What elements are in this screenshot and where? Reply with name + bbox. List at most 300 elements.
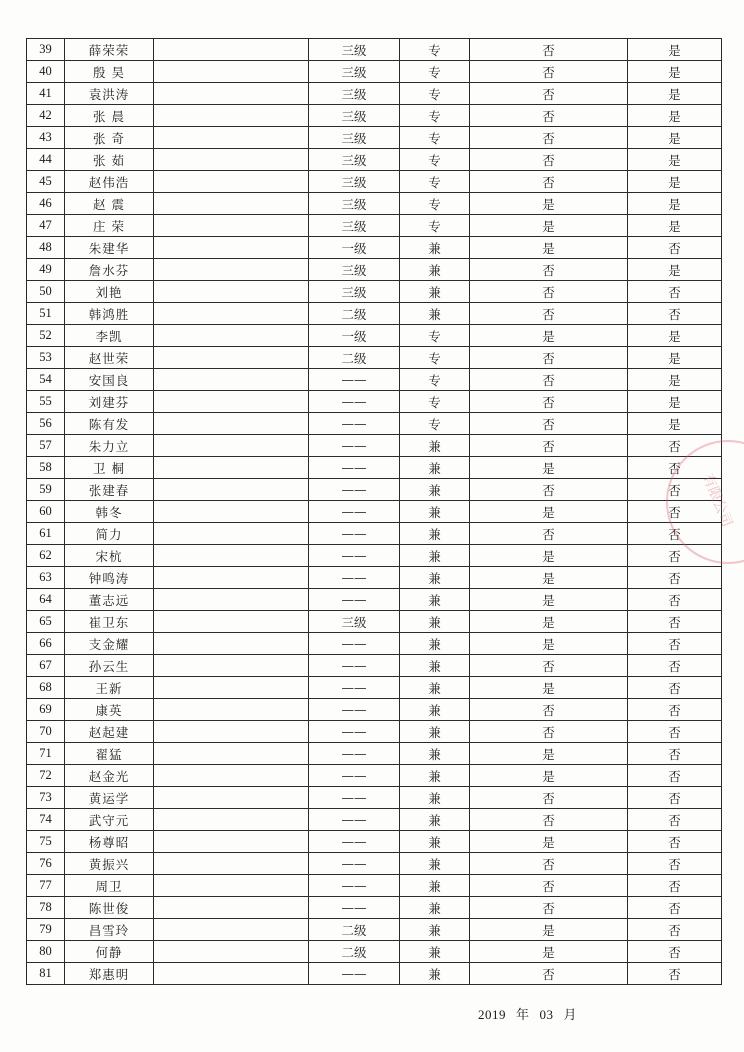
level-cell: 三级 — [309, 83, 400, 105]
name-cell: 翟猛 — [65, 743, 154, 765]
flag-cell-a: 否 — [470, 149, 628, 171]
row-number-cell: 40 — [27, 61, 65, 83]
flag-cell-b: 否 — [628, 303, 722, 325]
row-number-cell: 61 — [27, 523, 65, 545]
level-cell: —— — [309, 787, 400, 809]
type-cell: 专 — [400, 171, 470, 193]
row-number-cell: 68 — [27, 677, 65, 699]
table-row — [27, 369, 722, 391]
row-number-cell: 79 — [27, 919, 65, 941]
name-cell: 张 茹 — [65, 149, 154, 171]
table-row — [27, 391, 722, 413]
level-cell: —— — [309, 743, 400, 765]
type-cell: 兼 — [400, 721, 470, 743]
type-cell: 兼 — [400, 281, 470, 303]
row-number-cell: 76 — [27, 853, 65, 875]
name-cell: 刘艳 — [65, 281, 154, 303]
roster-table-container — [26, 38, 722, 985]
name-cell: 詹水芬 — [65, 259, 154, 281]
blank-cell — [154, 303, 309, 325]
name-cell: 张 晨 — [65, 105, 154, 127]
table-row — [27, 567, 722, 589]
flag-cell-a: 是 — [470, 567, 628, 589]
name-cell: 崔卫东 — [65, 611, 154, 633]
seal-text: 有限公司 — [699, 471, 735, 530]
row-number-cell: 57 — [27, 435, 65, 457]
name-cell: 支金耀 — [65, 633, 154, 655]
name-cell: 简力 — [65, 523, 154, 545]
footer-year-unit: 年 — [516, 1007, 530, 1022]
flag-cell-a: 否 — [470, 61, 628, 83]
table-row — [27, 919, 722, 941]
table-row — [27, 611, 722, 633]
row-number-cell: 44 — [27, 149, 65, 171]
type-cell: 兼 — [400, 765, 470, 787]
level-cell: —— — [309, 721, 400, 743]
table-row — [27, 105, 722, 127]
flag-cell-a: 否 — [470, 347, 628, 369]
row-number-cell: 45 — [27, 171, 65, 193]
level-cell: —— — [309, 699, 400, 721]
flag-cell-a: 否 — [470, 413, 628, 435]
level-cell: 二级 — [309, 919, 400, 941]
row-number-cell: 73 — [27, 787, 65, 809]
type-cell: 兼 — [400, 523, 470, 545]
type-cell: 兼 — [400, 303, 470, 325]
row-number-cell: 58 — [27, 457, 65, 479]
level-cell: —— — [309, 457, 400, 479]
level-cell: 三级 — [309, 193, 400, 215]
row-number-cell: 39 — [27, 39, 65, 61]
table-row — [27, 347, 722, 369]
level-cell: 三级 — [309, 61, 400, 83]
name-cell: 朱力立 — [65, 435, 154, 457]
flag-cell-a: 否 — [470, 369, 628, 391]
table-row — [27, 457, 722, 479]
row-number-cell: 63 — [27, 567, 65, 589]
table-row — [27, 589, 722, 611]
row-number-cell: 66 — [27, 633, 65, 655]
flag-cell-a: 否 — [470, 259, 628, 281]
type-cell: 兼 — [400, 589, 470, 611]
flag-cell-b: 否 — [628, 875, 722, 897]
blank-cell — [154, 105, 309, 127]
blank-cell — [154, 391, 309, 413]
flag-cell-a: 否 — [470, 853, 628, 875]
level-cell: 三级 — [309, 215, 400, 237]
roster-table — [26, 38, 722, 985]
table-row — [27, 127, 722, 149]
flag-cell-b: 否 — [628, 567, 722, 589]
type-cell: 兼 — [400, 809, 470, 831]
name-cell: 殷 昊 — [65, 61, 154, 83]
table-row — [27, 875, 722, 897]
name-cell: 赵金光 — [65, 765, 154, 787]
level-cell: 三级 — [309, 39, 400, 61]
row-number-cell: 53 — [27, 347, 65, 369]
flag-cell-b: 否 — [628, 545, 722, 567]
flag-cell-a: 是 — [470, 743, 628, 765]
level-cell: —— — [309, 655, 400, 677]
level-cell: —— — [309, 413, 400, 435]
name-cell: 赵世荣 — [65, 347, 154, 369]
flag-cell-a: 是 — [470, 765, 628, 787]
flag-cell-a: 是 — [470, 237, 628, 259]
blank-cell — [154, 721, 309, 743]
name-cell: 钟鸣涛 — [65, 567, 154, 589]
row-number-cell: 75 — [27, 831, 65, 853]
flag-cell-b: 否 — [628, 963, 722, 985]
type-cell: 专 — [400, 61, 470, 83]
flag-cell-a: 是 — [470, 677, 628, 699]
flag-cell-b: 是 — [628, 391, 722, 413]
table-row — [27, 39, 722, 61]
name-cell: 杨尊昭 — [65, 831, 154, 853]
flag-cell-a: 否 — [470, 281, 628, 303]
name-cell: 袁洪涛 — [65, 83, 154, 105]
flag-cell-a: 是 — [470, 193, 628, 215]
flag-cell-b: 否 — [628, 809, 722, 831]
table-row — [27, 963, 722, 985]
flag-cell-b: 是 — [628, 105, 722, 127]
blank-cell — [154, 523, 309, 545]
type-cell: 兼 — [400, 743, 470, 765]
flag-cell-b: 否 — [628, 699, 722, 721]
blank-cell — [154, 501, 309, 523]
flag-cell-a: 否 — [470, 105, 628, 127]
type-cell: 专 — [400, 369, 470, 391]
row-number-cell: 47 — [27, 215, 65, 237]
flag-cell-b: 否 — [628, 655, 722, 677]
flag-cell-a: 是 — [470, 919, 628, 941]
level-cell: 二级 — [309, 347, 400, 369]
flag-cell-b: 是 — [628, 171, 722, 193]
type-cell: 兼 — [400, 853, 470, 875]
table-row — [27, 633, 722, 655]
name-cell: 宋杭 — [65, 545, 154, 567]
row-number-cell: 49 — [27, 259, 65, 281]
row-number-cell: 72 — [27, 765, 65, 787]
name-cell: 张 奇 — [65, 127, 154, 149]
blank-cell — [154, 171, 309, 193]
flag-cell-a: 是 — [470, 589, 628, 611]
type-cell: 专 — [400, 347, 470, 369]
row-number-cell: 69 — [27, 699, 65, 721]
name-cell: 董志远 — [65, 589, 154, 611]
type-cell: 专 — [400, 149, 470, 171]
flag-cell-a: 否 — [470, 809, 628, 831]
flag-cell-a: 否 — [470, 39, 628, 61]
name-cell: 昌雪玲 — [65, 919, 154, 941]
level-cell: 二级 — [309, 941, 400, 963]
table-row — [27, 853, 722, 875]
level-cell: 三级 — [309, 149, 400, 171]
type-cell: 兼 — [400, 501, 470, 523]
blank-cell — [154, 83, 309, 105]
table-row — [27, 523, 722, 545]
row-number-cell: 74 — [27, 809, 65, 831]
level-cell: 三级 — [309, 281, 400, 303]
name-cell: 朱建华 — [65, 237, 154, 259]
flag-cell-b: 否 — [628, 831, 722, 853]
flag-cell-a: 否 — [470, 897, 628, 919]
blank-cell — [154, 435, 309, 457]
flag-cell-a: 是 — [470, 633, 628, 655]
level-cell: —— — [309, 501, 400, 523]
blank-cell — [154, 127, 309, 149]
blank-cell — [154, 963, 309, 985]
table-row — [27, 215, 722, 237]
name-cell: 周卫 — [65, 875, 154, 897]
row-number-cell: 48 — [27, 237, 65, 259]
row-number-cell: 46 — [27, 193, 65, 215]
row-number-cell: 41 — [27, 83, 65, 105]
blank-cell — [154, 413, 309, 435]
flag-cell-a: 否 — [470, 523, 628, 545]
level-cell: —— — [309, 391, 400, 413]
flag-cell-b: 否 — [628, 633, 722, 655]
level-cell: 三级 — [309, 127, 400, 149]
name-cell: 康英 — [65, 699, 154, 721]
flag-cell-b: 否 — [628, 479, 722, 501]
row-number-cell: 78 — [27, 897, 65, 919]
blank-cell — [154, 875, 309, 897]
table-row — [27, 699, 722, 721]
level-cell: —— — [309, 523, 400, 545]
flag-cell-b: 否 — [628, 743, 722, 765]
blank-cell — [154, 215, 309, 237]
flag-cell-b: 是 — [628, 61, 722, 83]
blank-cell — [154, 765, 309, 787]
flag-cell-a: 是 — [470, 501, 628, 523]
name-cell: 李凯 — [65, 325, 154, 347]
name-cell: 刘建芬 — [65, 391, 154, 413]
blank-cell — [154, 677, 309, 699]
blank-cell — [154, 589, 309, 611]
flag-cell-b: 是 — [628, 413, 722, 435]
flag-cell-a: 否 — [470, 479, 628, 501]
row-number-cell: 42 — [27, 105, 65, 127]
flag-cell-a: 是 — [470, 611, 628, 633]
type-cell: 专 — [400, 391, 470, 413]
blank-cell — [154, 479, 309, 501]
blank-cell — [154, 457, 309, 479]
row-number-cell: 77 — [27, 875, 65, 897]
level-cell: —— — [309, 831, 400, 853]
flag-cell-b: 是 — [628, 347, 722, 369]
flag-cell-a: 否 — [470, 963, 628, 985]
level-cell: 一级 — [309, 237, 400, 259]
level-cell: —— — [309, 875, 400, 897]
name-cell: 赵 震 — [65, 193, 154, 215]
blank-cell — [154, 39, 309, 61]
table-row — [27, 281, 722, 303]
table-row — [27, 655, 722, 677]
name-cell: 陈世俊 — [65, 897, 154, 919]
name-cell: 赵起建 — [65, 721, 154, 743]
table-row — [27, 83, 722, 105]
blank-cell — [154, 809, 309, 831]
row-number-cell: 65 — [27, 611, 65, 633]
flag-cell-a: 否 — [470, 655, 628, 677]
table-row — [27, 743, 722, 765]
type-cell: 兼 — [400, 787, 470, 809]
type-cell: 专 — [400, 127, 470, 149]
name-cell: 赵伟浩 — [65, 171, 154, 193]
blank-cell — [154, 743, 309, 765]
type-cell: 专 — [400, 83, 470, 105]
level-cell: 三级 — [309, 259, 400, 281]
table-row — [27, 787, 722, 809]
table-row — [27, 237, 722, 259]
level-cell: 三级 — [309, 171, 400, 193]
level-cell: —— — [309, 369, 400, 391]
table-row — [27, 193, 722, 215]
table-row — [27, 897, 722, 919]
table-row — [27, 61, 722, 83]
table-row — [27, 831, 722, 853]
row-number-cell: 71 — [27, 743, 65, 765]
flag-cell-b: 是 — [628, 259, 722, 281]
name-cell: 孙云生 — [65, 655, 154, 677]
type-cell: 兼 — [400, 699, 470, 721]
table-row — [27, 809, 722, 831]
flag-cell-b: 否 — [628, 501, 722, 523]
name-cell: 韩鸿胜 — [65, 303, 154, 325]
level-cell: —— — [309, 809, 400, 831]
flag-cell-a: 否 — [470, 699, 628, 721]
row-number-cell: 50 — [27, 281, 65, 303]
table-row — [27, 413, 722, 435]
type-cell: 兼 — [400, 897, 470, 919]
table-row — [27, 941, 722, 963]
level-cell: —— — [309, 567, 400, 589]
flag-cell-b: 否 — [628, 281, 722, 303]
type-cell: 兼 — [400, 919, 470, 941]
row-number-cell: 60 — [27, 501, 65, 523]
table-row — [27, 501, 722, 523]
footer-date — [478, 1004, 587, 1023]
flag-cell-b: 是 — [628, 369, 722, 391]
flag-cell-b: 否 — [628, 941, 722, 963]
level-cell: 三级 — [309, 105, 400, 127]
row-number-cell: 64 — [27, 589, 65, 611]
level-cell: —— — [309, 963, 400, 985]
level-cell: —— — [309, 853, 400, 875]
type-cell: 兼 — [400, 963, 470, 985]
blank-cell — [154, 545, 309, 567]
flag-cell-a: 是 — [470, 215, 628, 237]
flag-cell-b: 否 — [628, 787, 722, 809]
name-cell: 王新 — [65, 677, 154, 699]
flag-cell-a: 否 — [470, 875, 628, 897]
blank-cell — [154, 237, 309, 259]
flag-cell-b: 是 — [628, 215, 722, 237]
flag-cell-b: 否 — [628, 897, 722, 919]
roster-table-body — [27, 39, 722, 985]
flag-cell-a: 是 — [470, 457, 628, 479]
type-cell: 兼 — [400, 677, 470, 699]
type-cell: 专 — [400, 413, 470, 435]
blank-cell — [154, 787, 309, 809]
level-cell: —— — [309, 765, 400, 787]
type-cell: 兼 — [400, 479, 470, 501]
type-cell: 专 — [400, 325, 470, 347]
flag-cell-b: 是 — [628, 193, 722, 215]
blank-cell — [154, 149, 309, 171]
blank-cell — [154, 369, 309, 391]
type-cell: 兼 — [400, 237, 470, 259]
type-cell: 专 — [400, 105, 470, 127]
table-row — [27, 303, 722, 325]
name-cell: 庄 荣 — [65, 215, 154, 237]
row-number-cell: 80 — [27, 941, 65, 963]
level-cell: —— — [309, 677, 400, 699]
blank-cell — [154, 853, 309, 875]
level-cell: 三级 — [309, 611, 400, 633]
type-cell: 兼 — [400, 567, 470, 589]
flag-cell-a: 是 — [470, 545, 628, 567]
flag-cell-b: 否 — [628, 457, 722, 479]
level-cell: —— — [309, 479, 400, 501]
flag-cell-a: 否 — [470, 721, 628, 743]
row-number-cell: 62 — [27, 545, 65, 567]
blank-cell — [154, 699, 309, 721]
flag-cell-b: 是 — [628, 39, 722, 61]
blank-cell — [154, 193, 309, 215]
flag-cell-b: 是 — [628, 127, 722, 149]
type-cell: 兼 — [400, 941, 470, 963]
flag-cell-a: 是 — [470, 831, 628, 853]
flag-cell-b: 否 — [628, 853, 722, 875]
row-number-cell: 56 — [27, 413, 65, 435]
blank-cell — [154, 611, 309, 633]
row-number-cell: 54 — [27, 369, 65, 391]
name-cell: 陈有发 — [65, 413, 154, 435]
footer-month-unit: 月 — [563, 1007, 578, 1022]
row-number-cell: 59 — [27, 479, 65, 501]
flag-cell-b: 是 — [628, 325, 722, 347]
table-row — [27, 545, 722, 567]
type-cell: 兼 — [400, 457, 470, 479]
flag-cell-a: 是 — [470, 325, 628, 347]
blank-cell — [154, 347, 309, 369]
level-cell: —— — [309, 897, 400, 919]
name-cell: 黄运学 — [65, 787, 154, 809]
name-cell: 韩冬 — [65, 501, 154, 523]
flag-cell-b: 否 — [628, 523, 722, 545]
type-cell: 兼 — [400, 831, 470, 853]
flag-cell-b: 否 — [628, 589, 722, 611]
flag-cell-b: 否 — [628, 611, 722, 633]
blank-cell — [154, 831, 309, 853]
level-cell: —— — [309, 435, 400, 457]
row-number-cell: 81 — [27, 963, 65, 985]
level-cell: 二级 — [309, 303, 400, 325]
name-cell: 黄振兴 — [65, 853, 154, 875]
type-cell: 专 — [400, 193, 470, 215]
name-cell: 张建春 — [65, 479, 154, 501]
blank-cell — [154, 281, 309, 303]
table-row — [27, 259, 722, 281]
blank-cell — [154, 655, 309, 677]
flag-cell-a: 否 — [470, 127, 628, 149]
name-cell: 何静 — [65, 941, 154, 963]
row-number-cell: 55 — [27, 391, 65, 413]
blank-cell — [154, 325, 309, 347]
row-number-cell: 51 — [27, 303, 65, 325]
table-row — [27, 171, 722, 193]
